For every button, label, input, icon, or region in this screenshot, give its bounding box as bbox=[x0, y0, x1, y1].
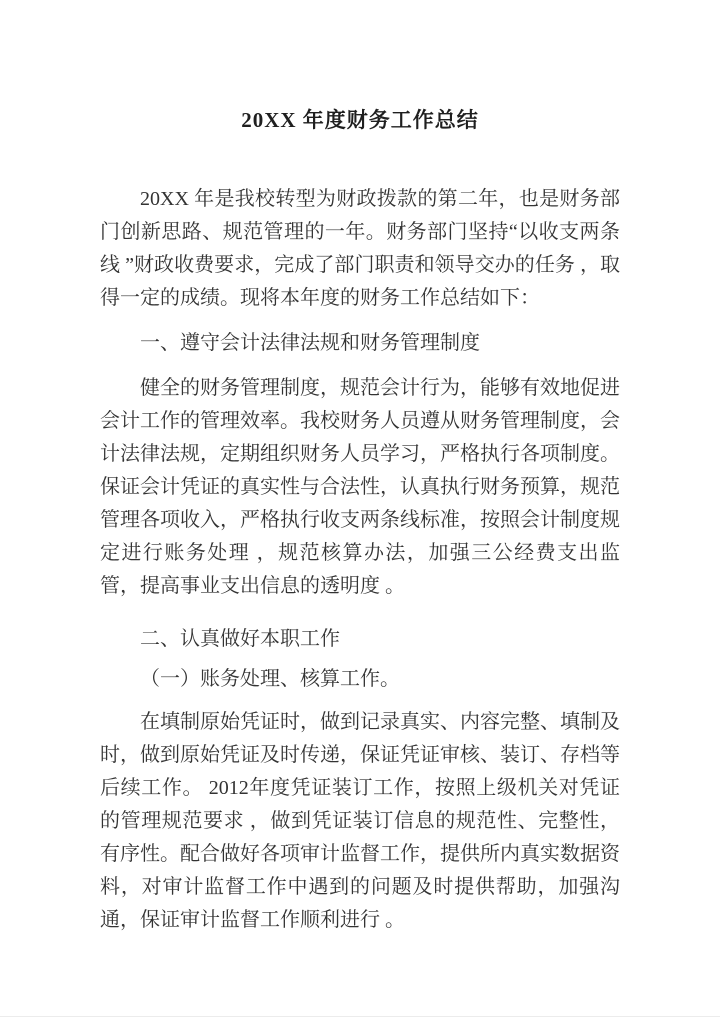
section-1-heading: 一、遵守会计法律法规和财务管理制度 bbox=[140, 332, 480, 354]
document-title: 20XX 年度财务工作总结 bbox=[241, 108, 479, 132]
section-1-paragraph: 健全的财务管理制度，规范会计行为，能够有效地促进会计工作的管理效率。我校财务人员遵从财务管理制度，会计法律法规，定期组织财务人员学习，严格执行各项制度。保证会计凭证的真实性与合法性，认真执行财务预算，规范管理各项收入，严格执行收支两条线标准，按照会计制度规定进行账务处理 ，规范核算办法，加强三公经费支出监管，提高事业支出信息的透明度 。 bbox=[100, 377, 620, 597]
subsection-2-1-heading: （一）账务处理、核算工作。 bbox=[140, 668, 400, 690]
section-2-heading: 二、认真做好本职工作 bbox=[140, 628, 340, 650]
subsection-2-1-paragraph: 在填制原始凭证时，做到记录真实、内容完整、填制及时，做到原始凭证及时传递，保证凭证审核、装订、存档等后续工作。 2012年度凭证装订工作，按照上级机关对凭证的管理规范要求 ，做到凭证装订信息的规范性、完整性，有序性。配合做好各项审计监督工作，提供所内真实数据资料，对审计监督工作中遇到的问题及时提供帮助，加强沟通，保证审计监督工作顺利进行 。 bbox=[100, 711, 620, 931]
intro-paragraph: 20XX 年是我校转型为财政拨款的第二年，也是财务部门创新思路、规范管理的一年。财务部门坚持“以收支两条线 ”财政收费要求，完成了部门职责和领导交办的任务 ，取得一定的成绩。现将本年度的财务工作总结如下： bbox=[100, 188, 620, 309]
